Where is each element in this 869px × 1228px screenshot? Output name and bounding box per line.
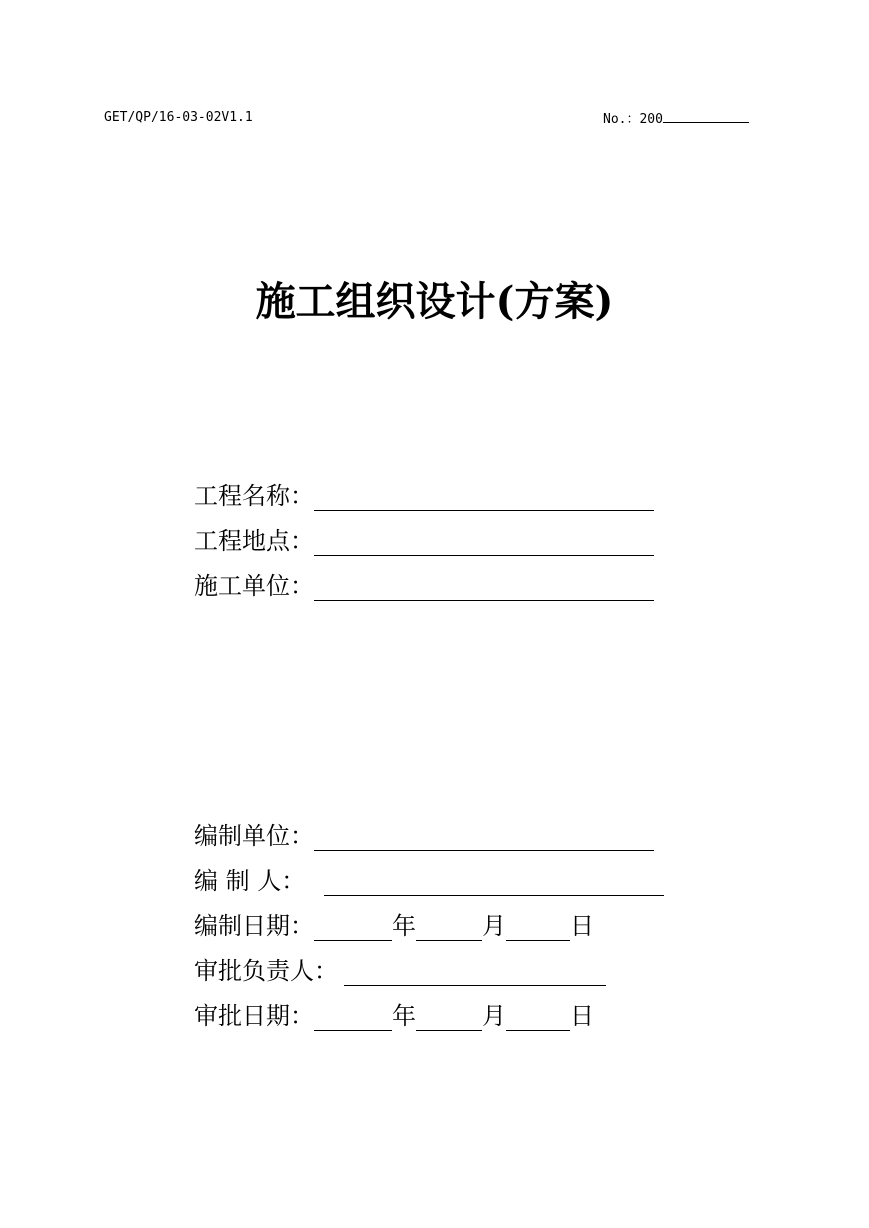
compile-month-blank <box>416 914 482 941</box>
compile-day-blank <box>506 914 570 941</box>
construction-unit-label: 施工单位： <box>194 572 314 600</box>
approval-month-label: 月 <box>482 1002 506 1030</box>
approval-day-blank <box>506 1004 570 1031</box>
project-location-row <box>194 524 654 556</box>
document-code: GET/QP/16-03-02V1.1 <box>104 110 253 125</box>
compile-date-row <box>194 909 594 941</box>
compiler-row <box>194 864 664 896</box>
document-number <box>603 108 749 130</box>
project-name-label: 工程名称： <box>194 482 314 510</box>
approver-row <box>194 954 606 986</box>
project-name-row <box>194 479 654 511</box>
compile-year-blank <box>314 914 392 941</box>
approver-blank <box>344 959 606 986</box>
construction-unit-blank <box>314 574 654 601</box>
approval-day-label: 日 <box>570 1002 594 1030</box>
page-title: 施工组织设计(方案) <box>255 278 614 325</box>
approval-year-label: 年 <box>392 1002 416 1030</box>
approval-year-blank <box>314 1004 392 1031</box>
project-location-blank <box>314 529 654 556</box>
compiling-unit-label: 编制单位： <box>194 822 314 850</box>
compile-date-label: 编制日期： <box>194 912 314 940</box>
approver-label: 审批负责人： <box>194 957 338 985</box>
document-number-blank <box>663 108 749 123</box>
compiler-blank <box>324 869 664 896</box>
approval-date-row <box>194 999 594 1031</box>
approval-date-label: 审批日期： <box>194 1002 314 1030</box>
project-name-blank <box>314 484 654 511</box>
compiling-unit-blank <box>314 824 654 851</box>
compile-month-label: 月 <box>482 912 506 940</box>
compile-day-label: 日 <box>570 912 594 940</box>
compiling-unit-row <box>194 819 654 851</box>
project-location-label: 工程地点： <box>194 527 314 555</box>
document-number-label: No.：200 <box>603 112 663 127</box>
approval-month-blank <box>416 1004 482 1031</box>
compiler-label: 编 制 人： <box>194 867 306 895</box>
construction-unit-row <box>194 569 654 601</box>
compile-year-label: 年 <box>392 912 416 940</box>
